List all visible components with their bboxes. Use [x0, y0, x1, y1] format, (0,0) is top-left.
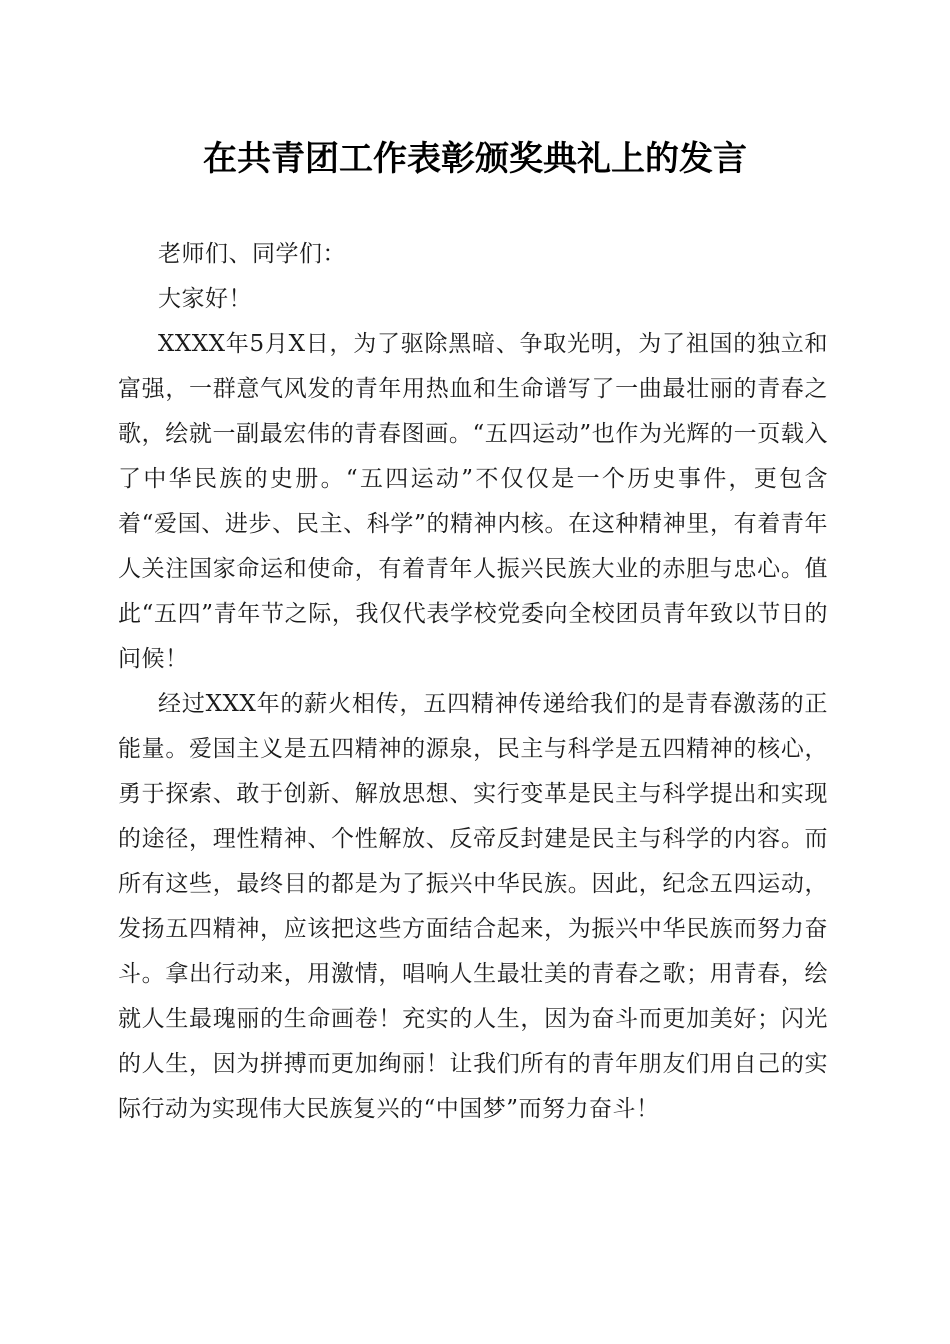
greeting: 大家好！: [158, 286, 252, 312]
paragraph-may-fourth-spirit: 经过XXX年的薪火相传，五四精神传递给我们的是青春激荡的正能量。爱国主义是五四精神的源泉，民主与科学是五四精神的核心，勇于探索、敢于创新、解放思想、实行变革是民主与科学提出和实现的途径，理性精神、个性解放、反帝反封建是民主与科学的内容。而所有这些，最终目的都是为了振兴中华民族。因此，纪念五四运动，发扬五四精神，应该把这些方面结合起来，为振兴中华民族而努力奋斗。拿出行动来，用激情，唱响人生最壮美的青春之歌；用青春，绘就人生最瑰丽的生命画卷！充实的人生，因为奋斗而更加美好；闪光的人生，因为拼搏而更加绚丽！让我们所有的青年朋友们用自己的实际行动为实现伟大民族复兴的“中国梦”而努力奋斗！: [118, 691, 828, 1122]
paragraph-may-fourth-history: XXXX年5月X日，为了驱除黑暗、争取光明，为了祖国的独立和富强，一群意气风发的青年用热血和生命谱写了一曲最壮丽的青春之歌，绘就一副最宏伟的青春图画。“五四运动”也作为光辉的一页载入了中华民族的史册。“五四运动”不仅仅是一个历史事件，更包含着“爱国、进步、民主、科学”的精神内核。在这种精神里，有着青年人关注国家命运和使命，有着青年人振兴民族大业的赤胆与忠心。值此“五四”青年节之际，我仅代表学校党委向全校团员青年致以节日的问候！: [118, 331, 828, 672]
salutation: 老师们、同学们：: [158, 241, 346, 267]
page-title: 在共青团工作表彰颁奖典礼上的发言: [203, 139, 747, 179]
speech-body: [118, 232, 828, 1132]
